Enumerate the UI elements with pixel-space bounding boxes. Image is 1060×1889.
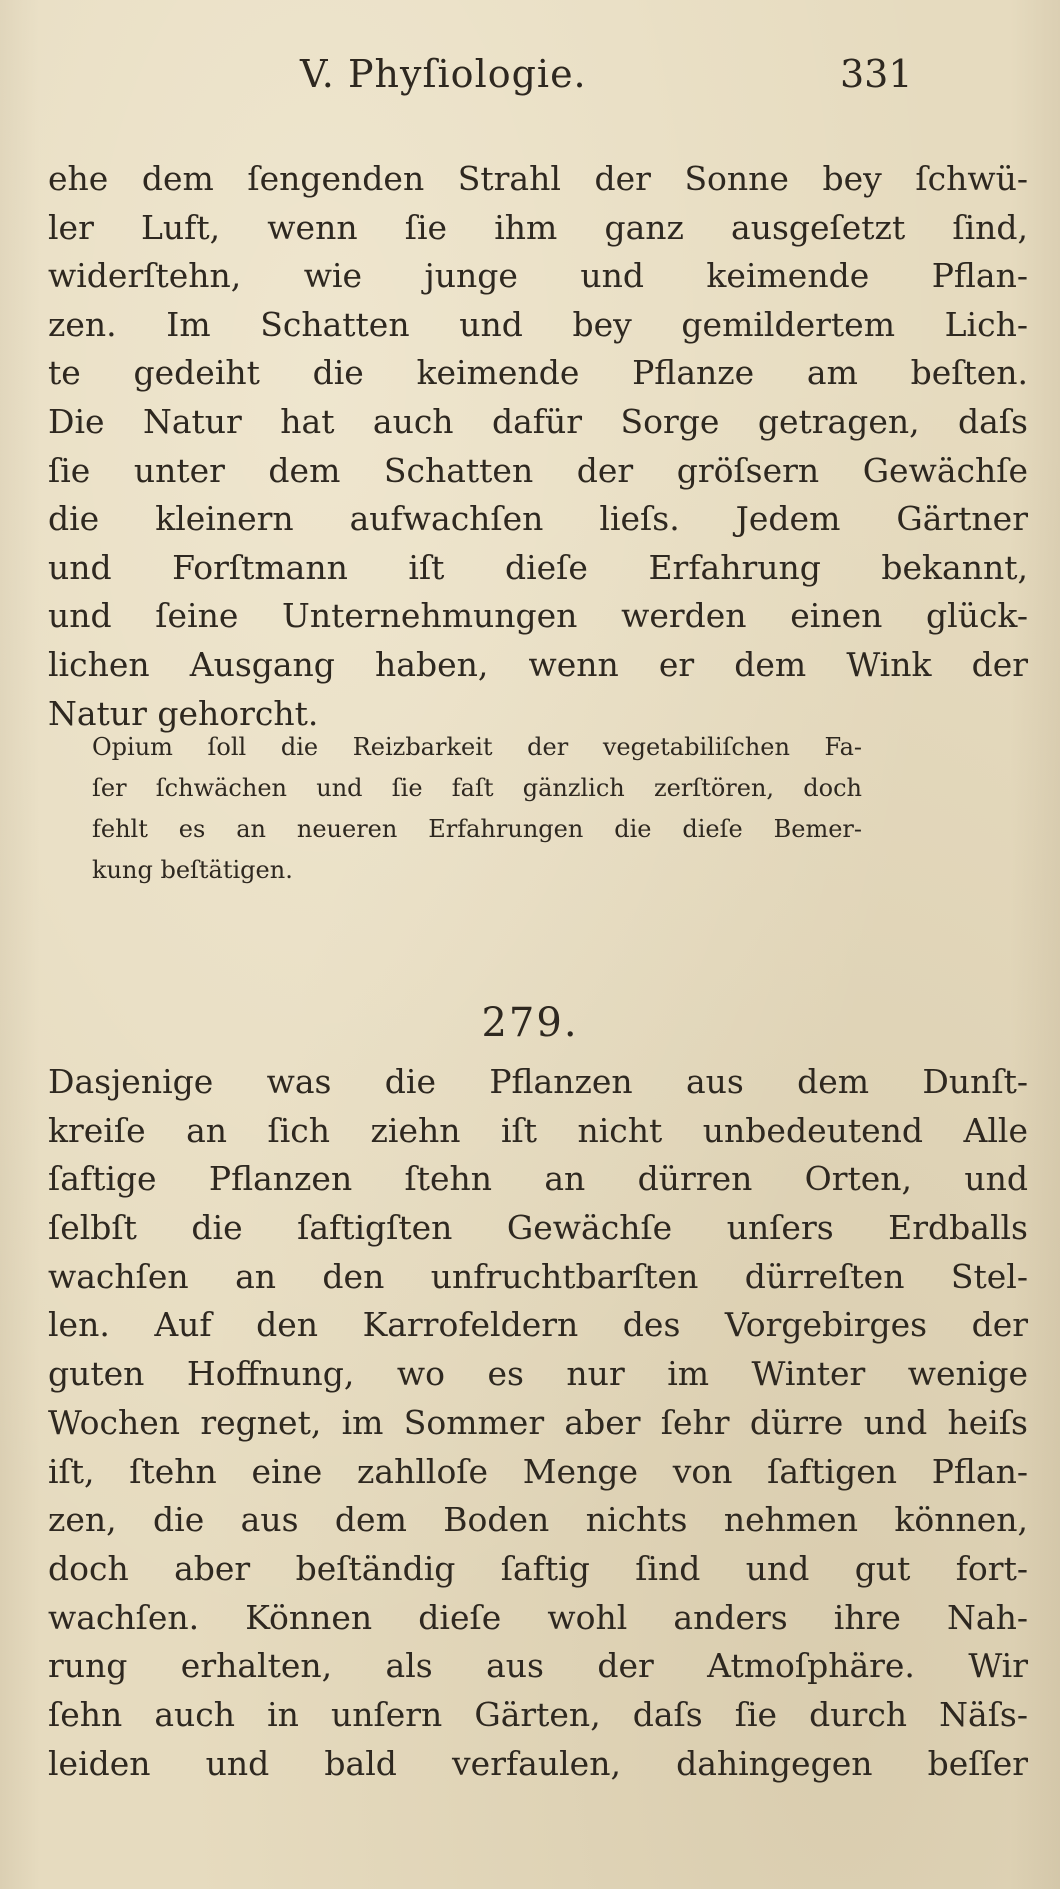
text-line: ſelbſt die ſaftigſten Gewächſe unſers Erdballs	[48, 1208, 1028, 1248]
text-line: kreiſe an ſich ziehn iſt nicht unbedeutend Alle	[48, 1110, 1028, 1150]
paragraph-2	[48, 1058, 1028, 1788]
footnote-line: kung beſtätigen.	[92, 856, 293, 884]
footnote-line: ſer ſchwächen und ſie faſt gänzlich zerſtören, doch	[92, 774, 862, 802]
text-line: zen. Im Schatten und bey gemildertem Lich-	[48, 304, 1028, 344]
footnote-line: Opium ſoll die Reizbarkeit der vegetabiliſchen Fa-	[92, 733, 862, 761]
text-line: guten Hoffnung, wo es nur im Winter wenige	[48, 1354, 1028, 1394]
text-line: Dasjenige was die Pflanzen aus dem Dunſt-	[48, 1062, 1028, 1101]
running-head: V. Phyſiologie.	[300, 52, 587, 96]
footnote-line: fehlt es an neueren Erfahrungen die dieſe Bemer-	[92, 815, 862, 843]
section-number: 279.	[481, 1000, 579, 1046]
text-line: doch aber beſtändig ſaftig ſind und gut fort-	[48, 1548, 1028, 1588]
text-line: und ſeine Unternehmungen werden einen glück-	[48, 596, 1028, 636]
text-line: ſehn auch in unſern Gärten, daſs ſie durch Näſs-	[48, 1694, 1028, 1734]
paragraph-1	[48, 155, 1028, 738]
text-line: zen, die aus dem Boden nichts nehmen können,	[48, 1500, 1028, 1540]
text-line: leiden und bald verfaulen, dahingegen beſſer	[48, 1743, 1028, 1783]
text-line: ſie unter dem Schatten der gröſsern Gewächſe	[48, 450, 1028, 490]
text-line: te gedeiht die keimende Pflanze am beſten.	[48, 353, 1028, 393]
text-line: Wochen regnet, im Sommer aber ſehr dürre und heiſs	[48, 1402, 1028, 1442]
text-line: die kleinern aufwachſen lieſs. Jedem Gärtner	[48, 499, 1028, 539]
text-line: und Forſtmann iſt dieſe Erfahrung bekannt,	[48, 547, 1028, 587]
text-line: rung erhalten, als aus der Atmoſphäre. Wir	[48, 1646, 1028, 1686]
text-line: widerſtehn, wie junge und keimende Pflan-	[48, 256, 1028, 296]
text-line: iſt, ſtehn eine zahlloſe Menge von ſaftigen Pflan-	[48, 1451, 1028, 1491]
text-line: len. Auf den Karrofeldern des Vorgebirges der	[48, 1305, 1028, 1345]
page-header	[0, 52, 1060, 112]
text-line: ehe dem ſengenden Strahl der Sonne bey ſchwü-	[48, 159, 1028, 198]
text-line: ſaftige Pflanzen ſtehn an dürren Orten, und	[48, 1159, 1028, 1199]
text-line: Natur gehorcht.	[48, 693, 319, 733]
text-line: ler Luft, wenn ſie ihm ganz ausgeſetzt ſind,	[48, 207, 1028, 247]
text-line: wachſen. Können dieſe wohl anders ihre Nah-	[48, 1597, 1028, 1637]
text-line: Die Natur hat auch dafür Sorge getragen, daſs	[48, 401, 1028, 441]
footnote	[92, 727, 862, 891]
text-line: wachſen an den unfruchtbarſten dürreſten Stel-	[48, 1256, 1028, 1296]
page-number: 331	[840, 52, 913, 96]
text-line: lichen Ausgang haben, wenn er dem Wink der	[48, 644, 1028, 684]
